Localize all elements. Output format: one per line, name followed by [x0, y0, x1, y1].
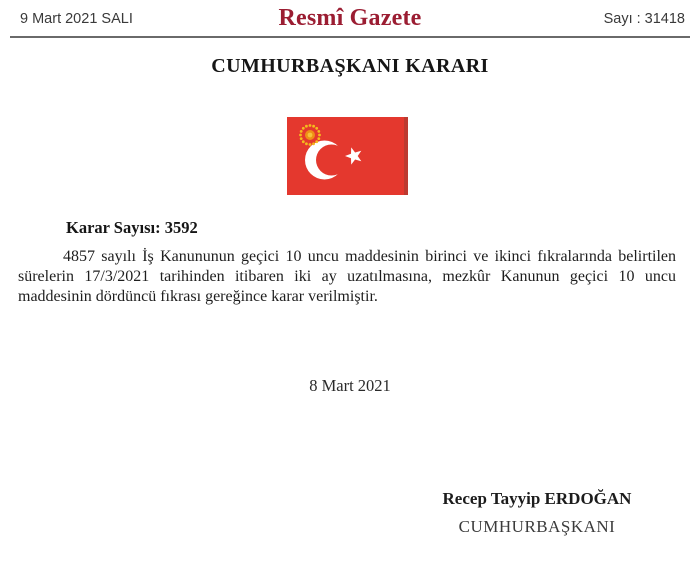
- decision-number: Karar Sayısı: 3592: [66, 218, 198, 237]
- masthead-title: Resmî Gazete: [278, 5, 422, 31]
- decision-body-text: 4857 sayılı İş Kanununun geçici 10 uncu maddesinin birinci ve ikinci fıkralarında belirtilen sürelerin 17/3/2021 tarihinden itibaren iki ay uzatılmasına, mezkûr Kanunun geçici 10 uncu maddesinin dördüncü fıkrası gereğince karar verilmiştir.: [18, 248, 676, 305]
- masthead-divider: [10, 36, 690, 38]
- masthead-issue-number: Sayı : 31418: [603, 11, 685, 27]
- signature-block: [412, 489, 662, 537]
- signature-name: Recep Tayyip ERDOĞAN: [442, 489, 632, 508]
- turkish-flag-image: [287, 117, 408, 195]
- decision-date: 8 Mart 2021: [309, 376, 391, 395]
- signature-title: CUMHURBAŞKANI: [458, 517, 616, 536]
- turkish-flag-icon: [287, 117, 408, 195]
- masthead-date: 9 Mart 2021 SALI: [20, 11, 133, 27]
- document-heading: CUMHURBAŞKANI KARARI: [211, 55, 489, 77]
